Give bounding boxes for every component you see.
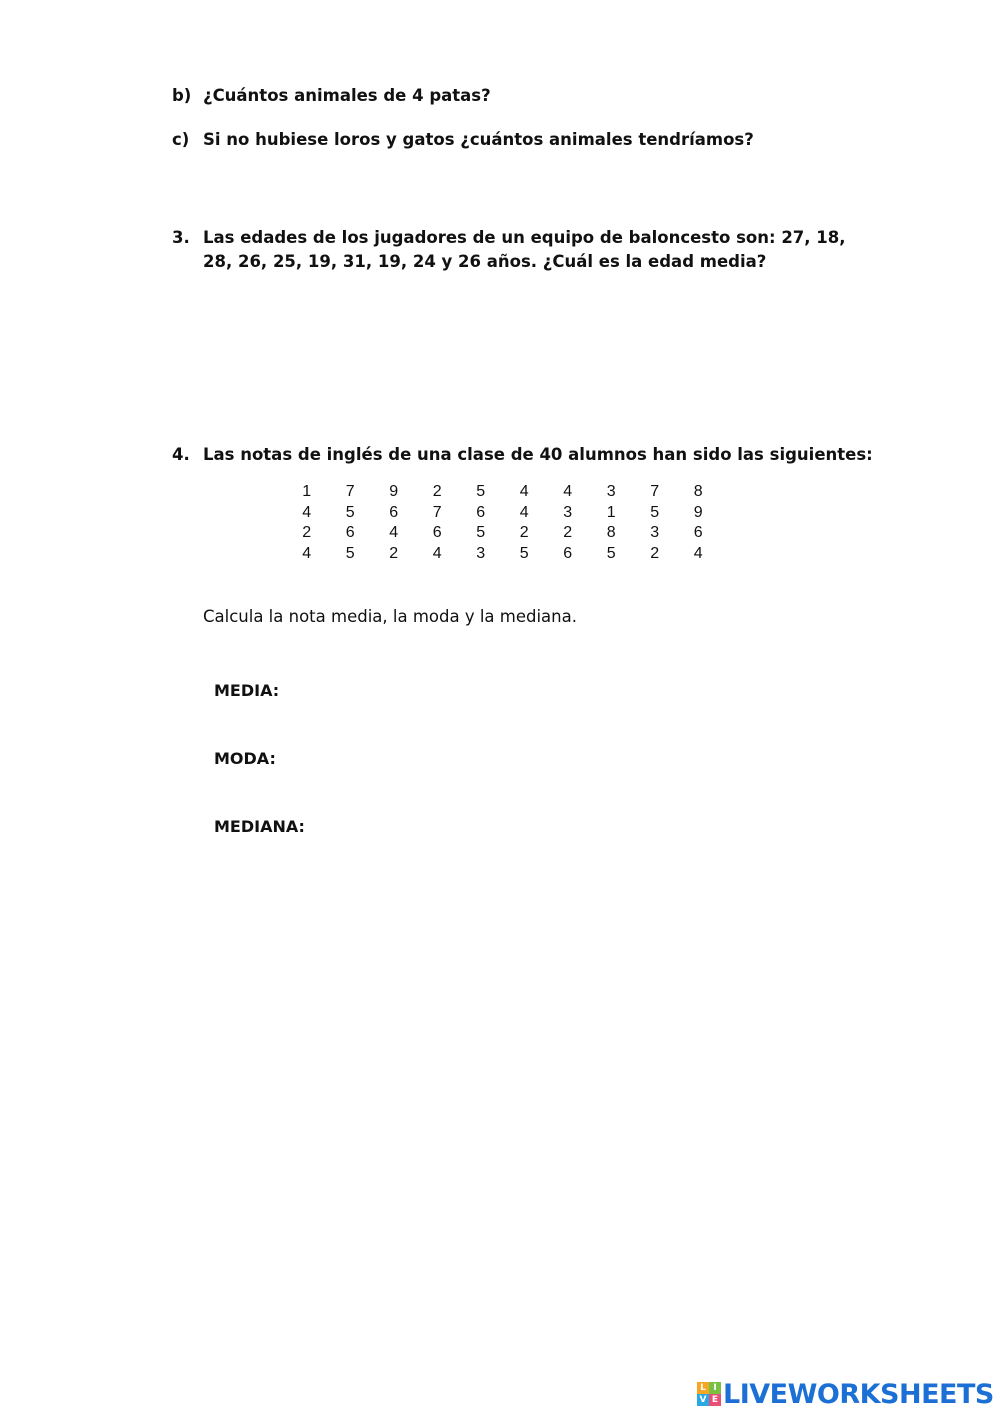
liveworksheets-logo bbox=[697, 1377, 994, 1411]
grade-cell: 5 bbox=[476, 524, 486, 542]
grade-cell: 1 bbox=[606, 503, 616, 521]
grade-cell: 7 bbox=[345, 483, 355, 501]
grade-cell: 7 bbox=[650, 483, 660, 501]
grade-cell: 3 bbox=[606, 483, 616, 501]
grade-cell: 6 bbox=[432, 524, 442, 542]
grade-cell: 2 bbox=[519, 524, 529, 542]
grade-cell: 4 bbox=[563, 483, 573, 501]
grade-cell: 2 bbox=[563, 524, 573, 542]
grade-cell: 4 bbox=[693, 544, 703, 562]
grade-cell: 4 bbox=[302, 503, 312, 521]
grades-row bbox=[285, 482, 720, 503]
grade-cell: 6 bbox=[345, 524, 355, 542]
grade-cell: 5 bbox=[519, 544, 529, 562]
question-marker: 4. bbox=[172, 445, 190, 464]
grade-cell: 6 bbox=[389, 503, 399, 521]
grade-cell: 3 bbox=[563, 503, 573, 521]
grade-cell: 8 bbox=[606, 524, 616, 542]
question-marker: b) bbox=[172, 86, 192, 105]
live-icon-letter: E bbox=[709, 1394, 721, 1406]
grade-cell: 5 bbox=[345, 503, 355, 521]
grades-row bbox=[285, 503, 720, 524]
question-text: Las edades de los jugadores de un equipo de baloncesto son: 27, 18, 28, 26, 25, 19, 31, 19, 24 y 26 años. ¿Cuál es la edad media? bbox=[203, 228, 846, 271]
grade-cell: 4 bbox=[519, 503, 529, 521]
grade-cell: 9 bbox=[389, 483, 399, 501]
question-text: Las notas de inglés de una clase de 40 alumnos han sido las siguientes: bbox=[203, 445, 873, 464]
live-icon bbox=[697, 1382, 721, 1406]
question-text: ¿Cuántos animales de 4 patas? bbox=[203, 86, 491, 105]
grade-cell: 4 bbox=[302, 544, 312, 562]
grade-cell: 4 bbox=[519, 483, 529, 501]
media-label: MEDIA: bbox=[214, 681, 280, 700]
grade-cell: 2 bbox=[389, 544, 399, 562]
moda-label: MODA: bbox=[214, 749, 276, 768]
grade-cell: 5 bbox=[345, 544, 355, 562]
grade-cell: 2 bbox=[650, 544, 660, 562]
grade-cell: 5 bbox=[650, 503, 660, 521]
grade-cell: 7 bbox=[432, 503, 442, 521]
mediana-label: MEDIANA: bbox=[214, 817, 305, 836]
grade-cell: 2 bbox=[302, 524, 312, 542]
grade-cell: 4 bbox=[389, 524, 399, 542]
grade-cell: 5 bbox=[476, 483, 486, 501]
live-icon-letter: V bbox=[697, 1394, 709, 1406]
grades-row bbox=[285, 544, 720, 565]
grade-cell: 9 bbox=[693, 503, 703, 521]
grade-cell: 2 bbox=[432, 483, 442, 501]
question-text: Si no hubiese loros y gatos ¿cuántos animales tendríamos? bbox=[203, 130, 754, 149]
grade-cell: 6 bbox=[563, 544, 573, 562]
question-marker: 3. bbox=[172, 228, 190, 247]
brand-name: LIVEWORKSHEETS bbox=[723, 1378, 994, 1410]
instruction-text: Calcula la nota media, la moda y la mediana. bbox=[203, 607, 577, 626]
grades-table bbox=[285, 482, 720, 564]
live-icon-letter: L bbox=[697, 1382, 709, 1394]
grade-cell: 4 bbox=[432, 544, 442, 562]
grade-cell: 1 bbox=[302, 483, 312, 501]
grade-cell: 6 bbox=[476, 503, 486, 521]
grade-cell: 8 bbox=[693, 483, 703, 501]
question-marker: c) bbox=[172, 130, 190, 149]
live-icon-letter: I bbox=[709, 1382, 721, 1394]
grade-cell: 6 bbox=[693, 524, 703, 542]
grade-cell: 3 bbox=[650, 524, 660, 542]
grade-cell: 3 bbox=[476, 544, 486, 562]
grade-cell: 5 bbox=[606, 544, 616, 562]
grades-row bbox=[285, 523, 720, 544]
